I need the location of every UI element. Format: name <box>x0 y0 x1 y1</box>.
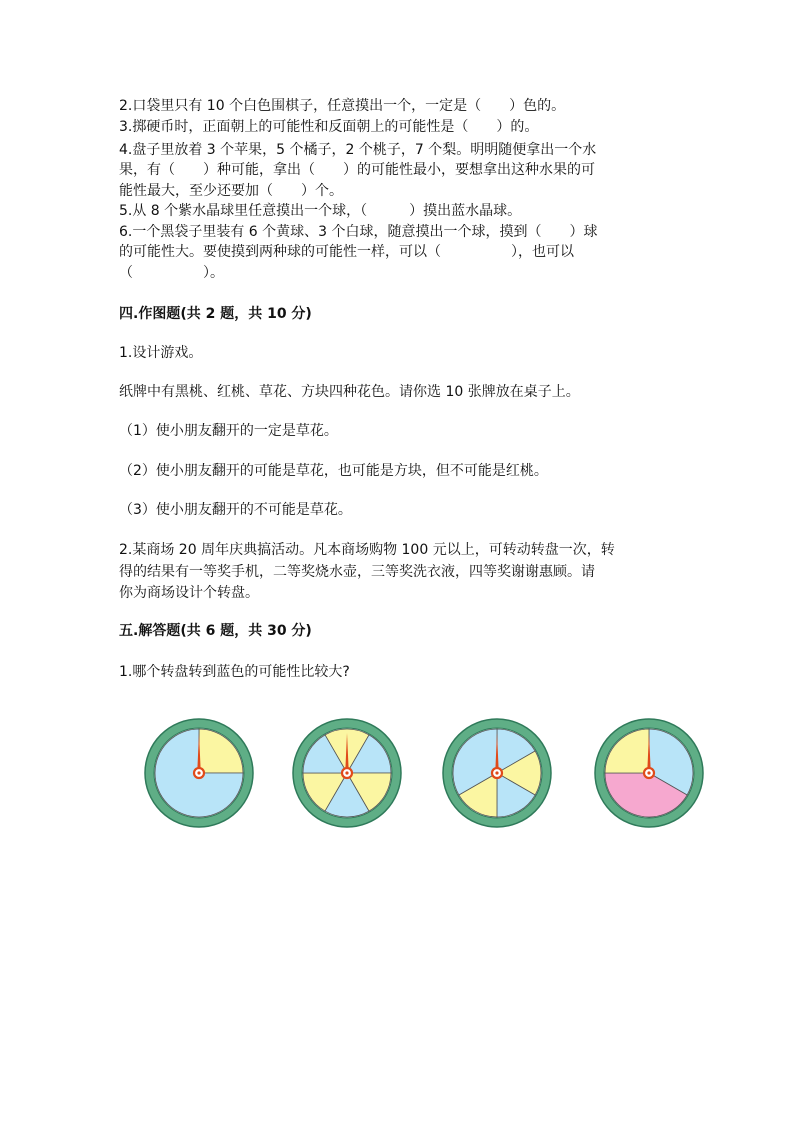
needle-pin <box>495 771 498 774</box>
s4-q1-sub-2: （2）使小朋友翻开的可能是草花，也可能是方块，但不可能是红桃。 <box>119 463 548 479</box>
s4-q1-title: 1.设计游戏。 <box>119 345 203 361</box>
question-4-line-2: 果，有（ ）种可能，拿出（ ）的可能性最小，要想拿出这种水果的可 <box>119 162 595 178</box>
needle-pin <box>647 771 650 774</box>
needle-pin <box>197 771 200 774</box>
question-6-line-1: 6.一个黑袋子里装有 6 个黄球、3 个白球，随意摸出一个球，摸到（ ）球 <box>119 224 598 240</box>
spinner-4 <box>594 718 704 828</box>
question-4-line-3: 能性最大，至少还要加（ ）个。 <box>119 183 343 199</box>
question-6-line-2: 的可能性大。要使摸到两种球的可能性一样，可以（ ），也可以 <box>119 244 574 260</box>
s4-q2-line-3: 你为商场设计个转盘。 <box>119 585 259 601</box>
question-3-text: 3.掷硬币时，正面朝上的可能性和反面朝上的可能性是（ ）的。 <box>119 119 539 135</box>
question-6-line-3: （ ）。 <box>119 265 224 281</box>
spinner-2 <box>292 718 402 828</box>
needle-pin <box>345 771 348 774</box>
section-5-title: 五.解答题(共 6 题，共 30 分) <box>119 623 312 639</box>
spinner-3 <box>442 718 552 828</box>
question-2-text: 2.口袋里只有 10 个白色围棋子，任意摸出一个，一定是（ ）色的。 <box>119 98 566 114</box>
section-4-title: 四.作图题(共 2 题，共 10 分) <box>119 306 312 322</box>
s4-q1-sub-1: （1）使小朋友翻开的一定是草花。 <box>119 423 338 439</box>
s4-q1-intro: 纸牌中有黑桃、红桃、草花、方块四种花色。请你选 10 张牌放在桌子上。 <box>119 384 580 400</box>
s4-q1-sub-3: （3）使小朋友翻开的不可能是草花。 <box>119 502 352 518</box>
s5-q1-title: 1.哪个转盘转到蓝色的可能性比较大? <box>119 664 350 680</box>
spinner-row <box>140 718 710 828</box>
question-5-text: 5.从 8 个紫水晶球里任意摸出一个球，（ ）摸出蓝水晶球。 <box>119 203 522 219</box>
question-4-line-1: 4.盘子里放着 3 个苹果，5 个橘子，2 个桃子，7 个梨。明明随便拿出一个水 <box>119 142 597 158</box>
s4-q2-line-2: 得的结果有一等奖手机，二等奖烧水壶，三等奖洗衣液，四等奖谢谢惠顾。请 <box>119 564 595 580</box>
s4-q2-line-1: 2.某商场 20 周年庆典搞活动。凡本商场购物 100 元以上，可转动转盘一次，转 <box>119 542 615 558</box>
spinner-1 <box>144 718 254 828</box>
